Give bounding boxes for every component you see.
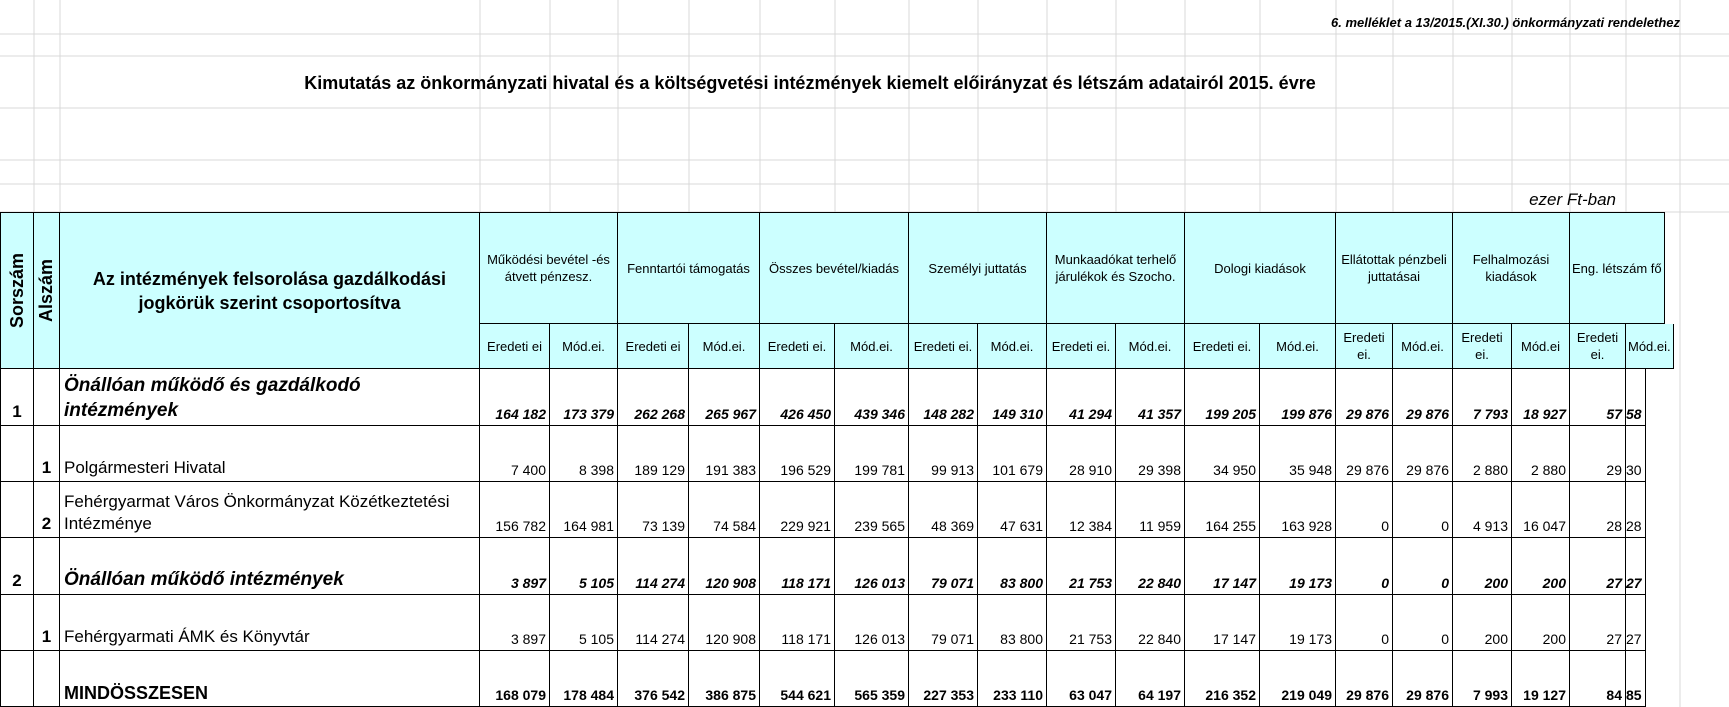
table-cell: 21 753	[1047, 538, 1116, 595]
table-cell: 118 171	[760, 538, 835, 595]
table-cell: 84	[1570, 651, 1626, 707]
table-cell: 120 908	[689, 595, 760, 651]
column-subheader-eredeti: Eredeti ei.	[1570, 324, 1626, 369]
column-group-header: Összes bevétel/kiadás	[760, 212, 909, 324]
row-alszam: 1	[34, 426, 60, 482]
table-cell: 173 379	[550, 369, 618, 426]
table-cell: 189 129	[618, 426, 689, 482]
table-cell: 41 294	[1047, 369, 1116, 426]
table-cell: 229 921	[760, 482, 835, 538]
table-cell: 79 071	[909, 595, 978, 651]
table-cell: 28	[1626, 482, 1646, 538]
table-cell: 34 950	[1185, 426, 1260, 482]
table-cell: 0	[1393, 538, 1453, 595]
table-cell: 17 147	[1185, 538, 1260, 595]
table-cell: 7 400	[480, 426, 550, 482]
table-cell: 7 793	[1453, 369, 1512, 426]
table-cell: 216 352	[1185, 651, 1260, 707]
table-cell: 219 049	[1260, 651, 1336, 707]
table-cell: 101 679	[978, 426, 1047, 482]
table-cell: 18 927	[1512, 369, 1570, 426]
row-name: MINDÖSSZESEN	[60, 651, 480, 707]
table-cell: 11 959	[1116, 482, 1185, 538]
table-cell: 29	[1570, 426, 1626, 482]
table-cell: 2 880	[1512, 426, 1570, 482]
table-cell: 199 781	[835, 426, 909, 482]
unit-label: ezer Ft-ban	[1529, 190, 1616, 209]
table-cell: 3 897	[480, 538, 550, 595]
column-subheader-mod: Mód.ei.	[550, 324, 618, 369]
row-name: Fehérgyarmat Város Önkormányzat Közétkeztetési Intézménye	[60, 482, 480, 538]
table-cell: 0	[1336, 482, 1393, 538]
table-cell: 544 621	[760, 651, 835, 707]
table-cell: 0	[1393, 482, 1453, 538]
column-subheader-mod: Mód.ei.	[1626, 324, 1674, 369]
column-subheader-eredeti: Eredeti ei.	[1453, 324, 1512, 369]
table-cell: 29 398	[1116, 426, 1185, 482]
table-cell: 426 450	[760, 369, 835, 426]
table-cell: 163 928	[1260, 482, 1336, 538]
table-cell: 199 205	[1185, 369, 1260, 426]
table-cell: 16 047	[1512, 482, 1570, 538]
table-cell: 5 105	[550, 595, 618, 651]
table-cell: 83 800	[978, 595, 1047, 651]
column-group-header: Működési bevétel -és átvett pénzesz.	[480, 212, 618, 324]
table-cell: 41 357	[1116, 369, 1185, 426]
table-cell: 164 182	[480, 369, 550, 426]
table-cell: 3 897	[480, 595, 550, 651]
table-cell: 0	[1393, 595, 1453, 651]
table-cell: 164 255	[1185, 482, 1260, 538]
column-subheader-mod: Mód.ei	[1512, 324, 1570, 369]
column-header-sorszam	[0, 212, 34, 369]
table-cell: 17 147	[1185, 595, 1260, 651]
column-group-header: Eng. létszám fő	[1570, 212, 1665, 324]
column-subheader-eredeti: Eredeti ei.	[760, 324, 835, 369]
table-cell: 48 369	[909, 482, 978, 538]
column-subheader-mod: Mód.ei.	[1116, 324, 1185, 369]
table-cell: 114 274	[618, 538, 689, 595]
table-cell: 22 840	[1116, 595, 1185, 651]
table-cell: 191 383	[689, 426, 760, 482]
column-group-header: Dologi kiadások	[1185, 212, 1336, 324]
table-cell: 64 197	[1116, 651, 1185, 707]
table-cell: 99 913	[909, 426, 978, 482]
table-cell: 265 967	[689, 369, 760, 426]
table-cell: 5 105	[550, 538, 618, 595]
table-cell: 85	[1626, 651, 1646, 707]
table-cell: 199 876	[1260, 369, 1336, 426]
row-alszam	[34, 538, 60, 595]
table-cell: 376 542	[618, 651, 689, 707]
column-subheader-eredeti: Eredeti ei.	[1336, 324, 1393, 369]
table-cell: 47 631	[978, 482, 1047, 538]
column-subheader-mod: Mód.ei.	[1393, 324, 1453, 369]
table-cell: 28	[1570, 482, 1626, 538]
row-sorszam	[0, 482, 34, 538]
table-cell: 200	[1512, 595, 1570, 651]
column-subheader-eredeti: Eredeti ei	[480, 324, 550, 369]
column-group-header: Személyi juttatás	[909, 212, 1047, 324]
table-cell: 120 908	[689, 538, 760, 595]
table-cell: 58	[1626, 369, 1646, 426]
table-cell: 28 910	[1047, 426, 1116, 482]
table-cell: 114 274	[618, 595, 689, 651]
table-cell: 239 565	[835, 482, 909, 538]
table-cell: 29 876	[1336, 426, 1393, 482]
table-cell: 4 913	[1453, 482, 1512, 538]
column-group-header: Fenntartói támogatás	[618, 212, 760, 324]
table-cell: 27	[1570, 595, 1626, 651]
table-cell: 79 071	[909, 538, 978, 595]
row-alszam: 1	[34, 595, 60, 651]
row-name: Fehérgyarmati ÁMK és Könyvtár	[60, 595, 480, 651]
column-subheader-mod: Mód.ei.	[689, 324, 760, 369]
table-cell: 83 800	[978, 538, 1047, 595]
table-cell: 19 173	[1260, 538, 1336, 595]
row-sorszam	[0, 651, 34, 707]
column-group-header: Munkaadókat terhelő járulékok és Szocho.	[1047, 212, 1185, 324]
row-name: Önállóan működő intézmények	[60, 538, 480, 595]
table-cell: 27	[1570, 538, 1626, 595]
table-cell: 565 359	[835, 651, 909, 707]
table-cell: 27	[1626, 538, 1646, 595]
table-cell: 233 110	[978, 651, 1047, 707]
row-name: Önállóan működő és gazdálkodó intézmények	[60, 369, 480, 426]
row-sorszam: 2	[0, 538, 34, 595]
table-cell: 19 127	[1512, 651, 1570, 707]
page-title: Kimutatás az önkormányzati hivatal és a költségvetési intézmények kiemelt előirányzat és létszám adatairól 2015. évre	[304, 73, 1316, 93]
row-alszam: 2	[34, 482, 60, 538]
column-subheader-eredeti: Eredeti ei.	[1185, 324, 1260, 369]
table-cell: 19 173	[1260, 595, 1336, 651]
table-cell: 126 013	[835, 538, 909, 595]
table-cell: 29 876	[1393, 426, 1453, 482]
table-cell: 156 782	[480, 482, 550, 538]
table-cell: 29 876	[1336, 369, 1393, 426]
row-sorszam	[0, 595, 34, 651]
row-name: Polgármesteri Hivatal	[60, 426, 480, 482]
table-cell: 168 079	[480, 651, 550, 707]
header-note: 6. melléklet a 13/2015.(XI.30.) önkormányzati rendelethez	[1331, 15, 1680, 30]
table-cell: 27	[1626, 595, 1646, 651]
table-cell: 0	[1336, 595, 1393, 651]
table-cell: 29 876	[1393, 651, 1453, 707]
table-cell: 57	[1570, 369, 1626, 426]
row-sorszam: 1	[0, 369, 34, 426]
table-cell: 200	[1453, 595, 1512, 651]
column-header-alszam	[34, 212, 60, 369]
table-cell: 7 993	[1453, 651, 1512, 707]
column-header-sorszam-label: Sorszám	[6, 252, 27, 329]
column-subheader-eredeti: Eredeti ei	[618, 324, 689, 369]
table-cell: 439 346	[835, 369, 909, 426]
table-cell: 8 398	[550, 426, 618, 482]
column-header-name: Az intézmények felsorolása gazdálkodási jogkörük szerint csoportosítva	[60, 212, 480, 369]
table-cell: 386 875	[689, 651, 760, 707]
column-subheader-mod: Mód.ei.	[835, 324, 909, 369]
table-cell: 63 047	[1047, 651, 1116, 707]
table-cell: 35 948	[1260, 426, 1336, 482]
table-cell: 0	[1336, 538, 1393, 595]
column-header-alszam-label: Alszám	[36, 258, 56, 323]
table-cell: 196 529	[760, 426, 835, 482]
table-cell: 30	[1626, 426, 1646, 482]
table-cell: 149 310	[978, 369, 1047, 426]
table-cell: 126 013	[835, 595, 909, 651]
table-cell: 73 139	[618, 482, 689, 538]
column-subheader-mod: Mód.ei.	[978, 324, 1047, 369]
column-group-header: Felhalmozási kiadások	[1453, 212, 1570, 324]
table-cell: 118 171	[760, 595, 835, 651]
table-cell: 21 753	[1047, 595, 1116, 651]
table-cell: 12 384	[1047, 482, 1116, 538]
table-cell: 178 484	[550, 651, 618, 707]
row-alszam	[34, 651, 60, 707]
row-sorszam	[0, 426, 34, 482]
table-cell: 164 981	[550, 482, 618, 538]
table-cell: 29 876	[1393, 369, 1453, 426]
table-cell: 200	[1512, 538, 1570, 595]
table-cell: 262 268	[618, 369, 689, 426]
table-cell: 227 353	[909, 651, 978, 707]
table-cell: 29 876	[1336, 651, 1393, 707]
column-group-header: Ellátottak pénzbeli juttatásai	[1336, 212, 1453, 324]
table-cell: 22 840	[1116, 538, 1185, 595]
table-cell: 2 880	[1453, 426, 1512, 482]
column-subheader-eredeti: Eredeti ei.	[1047, 324, 1116, 369]
table-cell: 200	[1453, 538, 1512, 595]
column-subheader-mod: Mód.ei.	[1260, 324, 1336, 369]
row-alszam	[34, 369, 60, 426]
table-cell: 74 584	[689, 482, 760, 538]
column-subheader-eredeti: Eredeti ei.	[909, 324, 978, 369]
table-cell: 148 282	[909, 369, 978, 426]
